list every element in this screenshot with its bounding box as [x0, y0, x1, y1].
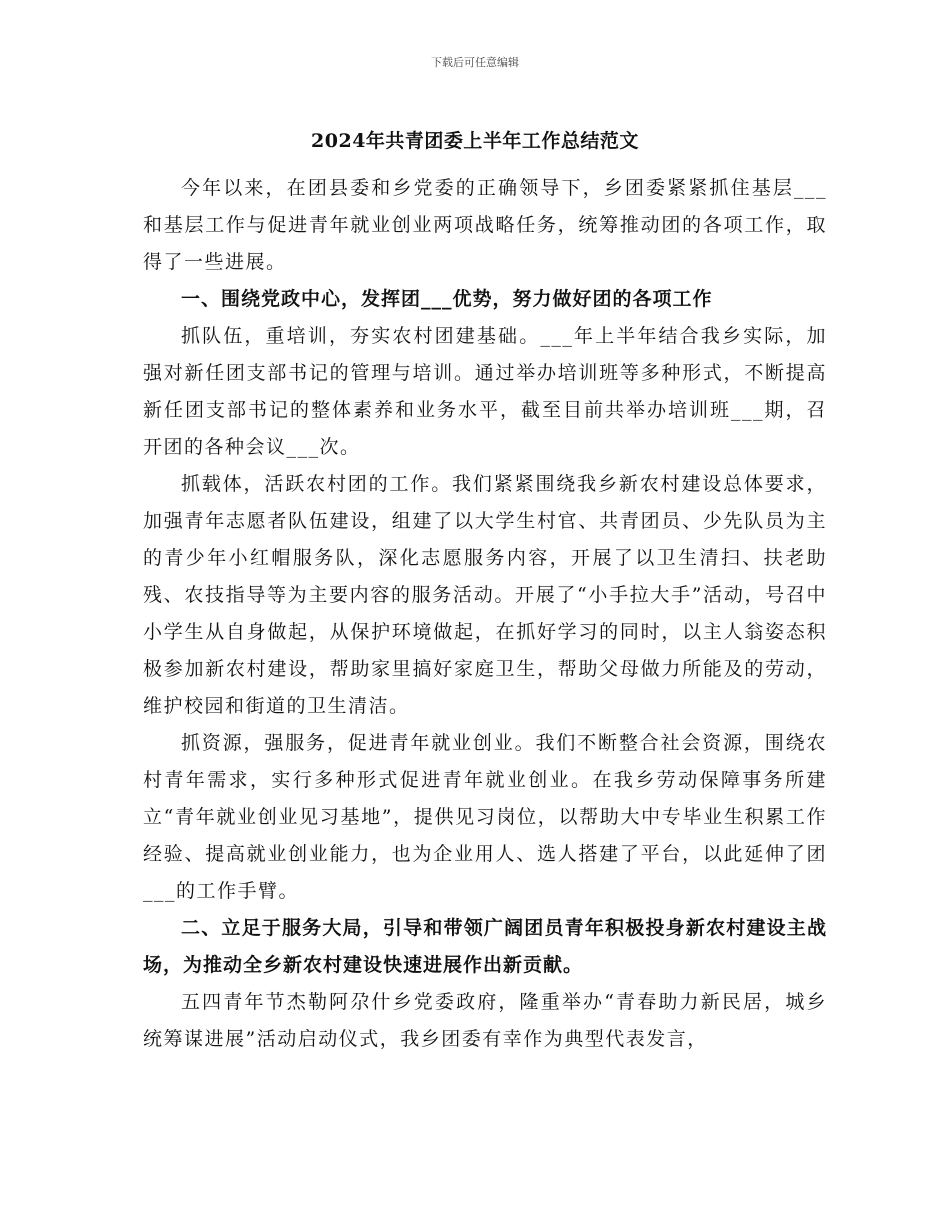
- paragraph-youth-day: 五四青年节杰勒阿尕什乡党委政府，隆重举办“青春助力新民居，城乡统筹谋进展”活动启动仪式，我乡团委有幸作为典型代表发言，: [143, 991, 827, 1050]
- header-note: 下载后可任意编辑: [431, 56, 519, 69]
- section-heading-2: 二、立足于服务大局，引导和带领广阔团员青年积极投身新农村建设主战场，为推动全乡新农村建设快速进展作出新贡献。: [143, 917, 827, 976]
- section-heading-1: 一、围绕党政中心，发挥团___优势，努力做好团的各项工作: [181, 288, 713, 310]
- document-title: 2024年共青团委上半年工作总结范文: [311, 130, 639, 152]
- paragraph-training: 抓队伍，重培训，夯实农村团建基础。___年上半年结合我乡实际，加强对新任团支部书记的管理与培训。通过举办培训班等多种形式，不断提高新任团支部书记的整体素养和业务水平，截至目前共举办培训班___期，召开团的各种会议___次。: [143, 325, 827, 458]
- paragraph-intro: 今年以来，在团县委和乡党委的正确领导下，乡团委紧紧抓住基层___和基层工作与促进青年就业创业两项战略任务，统筹推动团的各项工作，取得了一些进展。: [143, 177, 827, 273]
- document-body: [143, 170, 827, 1058]
- paragraph-volunteer: 抓载体，活跃农村团的工作。我们紧紧围绕我乡新农村建设总体要求，加强青年志愿者队伍建设，组建了以大学生村官、共青团员、少先队员为主的青少年小红帽服务队，深化志愿服务内容，开展了以卫生清扫、扶老助残、农技指导等为主要内容的服务活动。开展了“小手拉大手”活动，号召中小学生从自身做起，从保护环境做起，在抓好学习的同时，以主人翁姿态积极参加新农村建设，帮助家里搞好家庭卫生，帮助父母做力所能及的劳动，维护校园和街道的卫生清洁。: [143, 473, 827, 717]
- paragraph-employment: 抓资源，强服务，促进青年就业创业。我们不断整合社会资源，围绕农村青年需求，实行多种形式促进青年就业创业。在我乡劳动保障事务所建立“青年就业创业见习基地”，提供见习岗位，以帮助大中专毕业生积累工作经验、提高就业创业能力，也为企业用人、选人搭建了平台，以此延伸了团___的工作手臂。: [143, 732, 827, 902]
